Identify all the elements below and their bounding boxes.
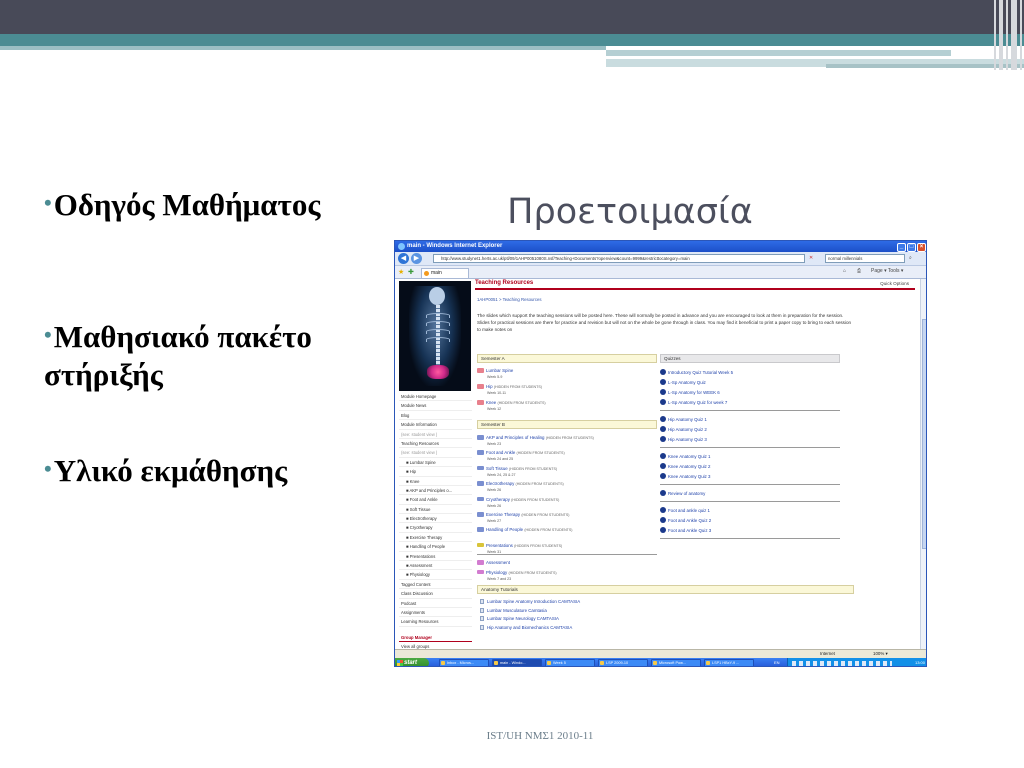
quiz-icon bbox=[660, 436, 666, 442]
folder-icon bbox=[477, 497, 484, 502]
menu-item[interactable]: Module Homepage bbox=[399, 392, 472, 401]
language-indicator[interactable]: EN bbox=[774, 660, 780, 665]
quiz-icon bbox=[660, 517, 666, 523]
breadcrumb[interactable]: 1AHP0051 > Teaching Resources bbox=[477, 297, 542, 302]
address-bar-row bbox=[395, 252, 927, 266]
close-button[interactable]: × bbox=[917, 243, 926, 252]
taskbar-item-label: Inbox - Micros... bbox=[447, 661, 475, 665]
quiz-icon bbox=[660, 389, 666, 395]
main-column bbox=[475, 279, 920, 649]
resource-label: Cryotherapy bbox=[486, 496, 510, 502]
folder-icon bbox=[477, 512, 484, 517]
tutorial-label: Hip Anatomy and Biomechanics CAMTASIA bbox=[487, 624, 573, 630]
resource-label: Exercise Therapy bbox=[486, 512, 521, 517]
quiz-icon bbox=[660, 527, 666, 533]
app-icon bbox=[547, 661, 551, 665]
menu-item[interactable]: Learning Resources bbox=[399, 617, 472, 626]
resource-link[interactable] bbox=[477, 450, 565, 455]
home-icon[interactable]: ⌂ bbox=[843, 268, 847, 274]
folder-icon bbox=[477, 384, 484, 389]
quiz-icon bbox=[660, 416, 666, 422]
resource-link[interactable] bbox=[477, 512, 569, 517]
skeleton-xray-image bbox=[399, 281, 471, 391]
quiz-label: Foot and ankle quiz 1 bbox=[668, 508, 710, 513]
menu-item[interactable]: ■ Soft Tissue bbox=[399, 505, 472, 514]
resource-label: Assessment bbox=[486, 560, 510, 565]
quiz-icon bbox=[660, 399, 666, 405]
resource-label: Hip bbox=[486, 384, 493, 389]
tutorial-label: Lumbar Spine Neurology CAMTASIA bbox=[487, 616, 559, 622]
resource-link[interactable] bbox=[477, 435, 594, 440]
menu-item[interactable]: ■ Foot and Ankle bbox=[399, 495, 472, 504]
quiz-link[interactable] bbox=[660, 527, 711, 533]
quiz-label: L-Sp Anatomy for WEEK 6 bbox=[668, 390, 720, 395]
tutorial-label: Lumbar Spine Anatomy Introduction CAMTASIA bbox=[487, 599, 581, 604]
menu-item[interactable]: ■ Exercise Therapy bbox=[399, 533, 472, 542]
start-label: start bbox=[404, 660, 418, 666]
tutorial-link[interactable] bbox=[480, 599, 580, 604]
app-icon bbox=[600, 661, 604, 665]
folder-icon bbox=[477, 481, 484, 486]
back-button[interactable]: ◀ bbox=[398, 253, 409, 264]
week-label: Week 12 bbox=[487, 407, 502, 411]
folder-icon bbox=[477, 435, 484, 440]
menu-item[interactable]: Podcast bbox=[399, 599, 472, 608]
quiz-link[interactable] bbox=[660, 416, 707, 422]
quiz-label: Foot and Ankle Quiz 2 bbox=[668, 518, 712, 523]
quiz-icon bbox=[660, 463, 666, 469]
quiz-link[interactable] bbox=[660, 517, 711, 523]
window-title: main - Windows Internet Explorer bbox=[407, 243, 503, 249]
hidden-flag: (HIDDEN FROM STUDENTS) bbox=[521, 513, 570, 517]
resource-link[interactable] bbox=[477, 527, 572, 532]
taskbar-item[interactable] bbox=[492, 659, 542, 667]
quiz-label: Knee Anatomy Quiz 1 bbox=[668, 454, 711, 459]
quiz-label: Foot and Ankle Quiz 3 bbox=[668, 528, 712, 533]
quiz-divider bbox=[660, 501, 840, 502]
hidden-flag: (HIDDEN FROM STUDENTS) bbox=[508, 466, 558, 471]
app-icon bbox=[653, 661, 657, 665]
quiz-link[interactable] bbox=[660, 379, 706, 385]
taskbar-item[interactable] bbox=[651, 659, 701, 667]
week-label: Week 7 and 23 bbox=[487, 576, 512, 581]
status-bar bbox=[395, 649, 927, 658]
window-controls bbox=[896, 242, 926, 251]
taskbar-item-label: Week 5 bbox=[553, 661, 566, 665]
quiz-divider bbox=[660, 447, 840, 448]
resource-link[interactable] bbox=[477, 497, 559, 502]
resource-label: AKP and Principles of Healing bbox=[486, 435, 545, 440]
resource-link[interactable] bbox=[477, 560, 510, 565]
resource-label: Handling of People bbox=[486, 527, 524, 533]
browser-title-bar bbox=[395, 241, 927, 252]
resource-label: Presentations bbox=[486, 542, 513, 548]
forward-button[interactable]: ▶ bbox=[411, 253, 422, 264]
semester-b-heading: Semester B bbox=[477, 420, 657, 429]
menu-item[interactable]: (see: student view ) bbox=[399, 448, 472, 457]
menu-item[interactable]: Tagged Content bbox=[399, 580, 472, 589]
tutorial-link[interactable] bbox=[480, 625, 572, 630]
taskbar-item-label: main - Windo... bbox=[500, 661, 526, 665]
week-label: Week 10-11 bbox=[487, 391, 507, 395]
start-button[interactable] bbox=[395, 658, 429, 667]
tab-label: main bbox=[431, 270, 442, 276]
decorative-bars bbox=[994, 0, 1024, 70]
menu-item[interactable]: Teaching Resources bbox=[399, 439, 472, 448]
quiz-label: Introductory Quiz Tutorial Week 5 bbox=[668, 370, 734, 375]
quiz-link[interactable] bbox=[660, 389, 720, 395]
security-zone: Internet bbox=[820, 651, 835, 656]
divider bbox=[477, 554, 657, 555]
tray-icons bbox=[792, 661, 892, 666]
windows-logo-icon bbox=[397, 660, 403, 666]
document-icon bbox=[480, 599, 484, 604]
folder-icon bbox=[477, 570, 484, 575]
tab-row bbox=[395, 266, 927, 279]
folder-icon bbox=[477, 368, 484, 373]
menu-item[interactable]: ■ Physiology bbox=[399, 570, 472, 579]
command-bar[interactable]: Page ▾ Tools ▾ bbox=[871, 268, 904, 274]
favorites-star-icon[interactable]: ★ bbox=[398, 269, 405, 276]
menu-item[interactable]: (see: student view ) bbox=[399, 430, 472, 439]
document-icon bbox=[480, 616, 484, 621]
folder-icon bbox=[477, 466, 484, 471]
bullet-text: Μαθησιακό πακέτο στήριξής bbox=[44, 319, 312, 392]
maximize-button[interactable]: □ bbox=[907, 243, 916, 252]
document-icon bbox=[480, 608, 484, 613]
bullet-marker: • bbox=[44, 456, 52, 481]
resource-label: Soft Tissue bbox=[486, 465, 508, 471]
week-label: Week 5-9 bbox=[487, 375, 503, 379]
zoom-level[interactable]: 100% ▾ bbox=[873, 651, 888, 656]
clock: 13:00 bbox=[914, 660, 925, 665]
folder-icon bbox=[477, 527, 484, 532]
bullet-item bbox=[44, 316, 374, 394]
quiz-label: Knee Anatomy Quiz 2 bbox=[668, 464, 711, 469]
resource-link[interactable] bbox=[477, 543, 562, 548]
bullet-item bbox=[44, 184, 374, 224]
quiz-label: Review of anatomy bbox=[668, 491, 706, 496]
top-dark-band bbox=[0, 0, 1024, 34]
menu-item[interactable]: Assignments bbox=[399, 608, 472, 617]
menu-item[interactable]: Class Discussion bbox=[399, 589, 472, 598]
intro-text: The slides which support the teaching sessions will be posted here. These will normally be posted in advance and you are encouraged to look at them in preparation for the session. Slides for practical sessions are there for practice and revision but will not on the whole be gone through in class. You may find it beneficial to print a paper copy to bring to each session to make notes on bbox=[477, 313, 852, 333]
menu-item[interactable]: ■ AKP and Principles o... bbox=[399, 486, 472, 495]
quiz-link[interactable] bbox=[660, 369, 733, 375]
search-icon[interactable]: ⌕ bbox=[909, 255, 912, 261]
quiz-link[interactable] bbox=[660, 473, 710, 479]
menu-item[interactable]: ■ Hip bbox=[399, 467, 472, 476]
hidden-flag: (HIDDEN FROM STUDENTS) bbox=[497, 401, 546, 405]
tutorial-link[interactable] bbox=[480, 608, 547, 613]
page-icon bbox=[424, 271, 429, 276]
quiz-link[interactable] bbox=[660, 507, 710, 513]
quiz-link[interactable] bbox=[660, 399, 727, 405]
resource-link[interactable] bbox=[477, 368, 513, 373]
menu-item[interactable]: Blog bbox=[399, 411, 472, 420]
taskbar-item-label: LSP1 HBxY-9 ... bbox=[712, 661, 740, 665]
resource-label: Knee bbox=[486, 400, 497, 405]
bullet-item bbox=[44, 450, 374, 490]
hidden-flag: (HIDDEN FROM STUDENTS) bbox=[493, 385, 542, 389]
resource-label: Physiology bbox=[486, 569, 508, 575]
week-label: Week 26 bbox=[487, 503, 502, 508]
week-label: Week 31 bbox=[487, 549, 502, 554]
app-icon bbox=[441, 661, 445, 665]
hidden-flag: (HIDDEN FROM STUDENTS) bbox=[515, 482, 564, 487]
resource-link[interactable] bbox=[477, 481, 564, 486]
quiz-divider bbox=[660, 410, 840, 411]
menu-item[interactable]: ■ Handling of People bbox=[399, 542, 472, 551]
page-title: Teaching Resources bbox=[475, 280, 534, 286]
address-input[interactable]: http://www.studynet1.herts.ac.uk/ptl/09/1AHP0051080S.nsf/Teaching+Documents?openview&count=9999&restricttocategory=main bbox=[433, 254, 805, 263]
semester-a-heading: Semester A bbox=[477, 354, 657, 363]
resource-label: Foot and Ankle bbox=[486, 450, 516, 456]
quiz-icon bbox=[660, 490, 666, 496]
add-favorites-icon[interactable]: ✚ bbox=[408, 269, 414, 276]
module-menu bbox=[399, 392, 472, 649]
folder-icon bbox=[477, 400, 484, 405]
tutorial-link[interactable] bbox=[480, 616, 559, 621]
browser-screenshot bbox=[394, 240, 927, 667]
minimize-button[interactable]: _ bbox=[897, 243, 906, 252]
web-page bbox=[395, 279, 920, 649]
system-tray bbox=[774, 658, 927, 667]
quiz-icon bbox=[660, 507, 666, 513]
week-label: Week 24 and 25 bbox=[487, 457, 514, 462]
quizzes-heading: Quizzes bbox=[660, 354, 840, 363]
quiz-icon bbox=[660, 453, 666, 459]
resource-link[interactable] bbox=[477, 384, 542, 389]
menu-item[interactable]: ■ Lumbar Spine bbox=[399, 458, 472, 467]
bullet-text: Υλικό εκμάθησης bbox=[53, 453, 288, 488]
print-icon[interactable]: ⎙ bbox=[857, 268, 862, 274]
week-label: Week 23 bbox=[487, 442, 502, 446]
bullet-marker: • bbox=[44, 322, 52, 347]
left-column bbox=[397, 279, 470, 649]
resource-link[interactable] bbox=[477, 466, 557, 471]
quiz-label: Knee Anatomy Quiz 3 bbox=[668, 474, 711, 479]
bullet-marker: • bbox=[44, 190, 52, 215]
quiz-label: Hip Anatomy Quiz 2 bbox=[668, 427, 707, 432]
menu-item[interactable]: ■ Cryotherapy bbox=[399, 523, 472, 532]
slide-footer: IST/UH ΝΜΣ1 2010-11 bbox=[486, 730, 594, 742]
taskbar-item-label: LSP 2009-10 bbox=[606, 661, 629, 665]
top-teal-band bbox=[0, 34, 1024, 46]
tab-main[interactable] bbox=[421, 268, 469, 278]
group-manager-heading: Group Manager bbox=[399, 633, 472, 642]
hidden-flag: (HIDDEN FROM STUDENTS) bbox=[524, 528, 573, 533]
quiz-link[interactable] bbox=[660, 436, 707, 442]
quiz-divider bbox=[660, 484, 840, 485]
windows-taskbar bbox=[395, 658, 927, 667]
week-label: Week 27 bbox=[487, 519, 502, 523]
resource-label: Lumbar Spine bbox=[486, 368, 514, 373]
vertical-scrollbar[interactable] bbox=[920, 279, 927, 649]
search-input[interactable]: normal millennials bbox=[825, 254, 905, 263]
menu-item[interactable]: ■ Electrotherapy bbox=[399, 514, 472, 523]
quiz-icon bbox=[660, 369, 666, 375]
taskbar-item[interactable] bbox=[439, 659, 489, 667]
folder-icon bbox=[477, 560, 484, 565]
quiz-link[interactable] bbox=[660, 426, 707, 432]
hidden-flag: (HIDDEN FROM STUDENTS) bbox=[514, 543, 563, 548]
quiz-link[interactable] bbox=[660, 453, 710, 459]
menu-item[interactable]: ■ Knee bbox=[399, 477, 472, 486]
taskbar-item-label: Microsoft Pow... bbox=[659, 661, 686, 665]
quiz-link[interactable] bbox=[660, 490, 705, 496]
hidden-flag: (HIDDEN FROM STUDENTS) bbox=[516, 451, 565, 456]
taskbar-item[interactable] bbox=[598, 659, 648, 667]
quiz-icon bbox=[660, 379, 666, 385]
slide-title: Προετοιμασία bbox=[507, 192, 753, 232]
quiz-icon bbox=[660, 473, 666, 479]
menu-item[interactable]: Module News bbox=[399, 401, 472, 410]
quiz-label: L-Sp Anatomy Quiz bbox=[668, 380, 706, 385]
folder-icon bbox=[477, 543, 484, 548]
quiz-link[interactable] bbox=[660, 463, 710, 469]
quiz-label: L-Sp Anatomy Quiz for week 7 bbox=[668, 400, 728, 405]
folder-icon bbox=[477, 450, 484, 455]
ie-logo-icon bbox=[398, 243, 405, 250]
page-header bbox=[475, 280, 915, 290]
taskbar-item[interactable] bbox=[545, 659, 595, 667]
stop-icon[interactable]: ✕ bbox=[809, 255, 814, 261]
quick-options-link[interactable]: Quick Options bbox=[880, 281, 909, 286]
quiz-divider bbox=[660, 538, 840, 539]
hidden-flag: (HIDDEN FROM STUDENTS) bbox=[508, 570, 557, 575]
app-icon bbox=[494, 661, 498, 665]
quiz-icon bbox=[660, 426, 666, 432]
app-icon bbox=[706, 661, 710, 665]
menu-item[interactable]: ■ Assessment bbox=[399, 561, 472, 570]
accent-strip bbox=[606, 50, 951, 56]
resource-label: Electrotherapy bbox=[486, 481, 515, 487]
week-label: Week 24, 25 & 27 bbox=[487, 472, 516, 477]
hidden-flag: (HIDDEN FROM STUDENTS) bbox=[545, 436, 594, 440]
quiz-label: Hip Anatomy Quiz 3 bbox=[668, 437, 707, 442]
taskbar-item[interactable] bbox=[704, 659, 754, 667]
week-label: Week 26 bbox=[487, 488, 502, 493]
document-icon bbox=[480, 625, 484, 630]
menu-item[interactable]: ■ Presentations bbox=[399, 552, 472, 561]
hidden-flag: (HIDDEN FROM STUDENTS) bbox=[511, 497, 560, 502]
tutorial-label: Lumbar Musculature Camtasia bbox=[487, 607, 547, 613]
bullet-text: Οδηγός Μαθήματος bbox=[53, 187, 321, 222]
view-all-groups-link[interactable]: View all groups bbox=[399, 642, 472, 649]
quiz-label: Hip Anatomy Quiz 1 bbox=[668, 417, 707, 422]
resource-link[interactable] bbox=[477, 400, 546, 405]
menu-item[interactable]: Module Information bbox=[399, 420, 472, 429]
resource-link[interactable] bbox=[477, 570, 557, 575]
anatomy-tutorials-heading: Anatomy Tutorials bbox=[477, 585, 854, 594]
